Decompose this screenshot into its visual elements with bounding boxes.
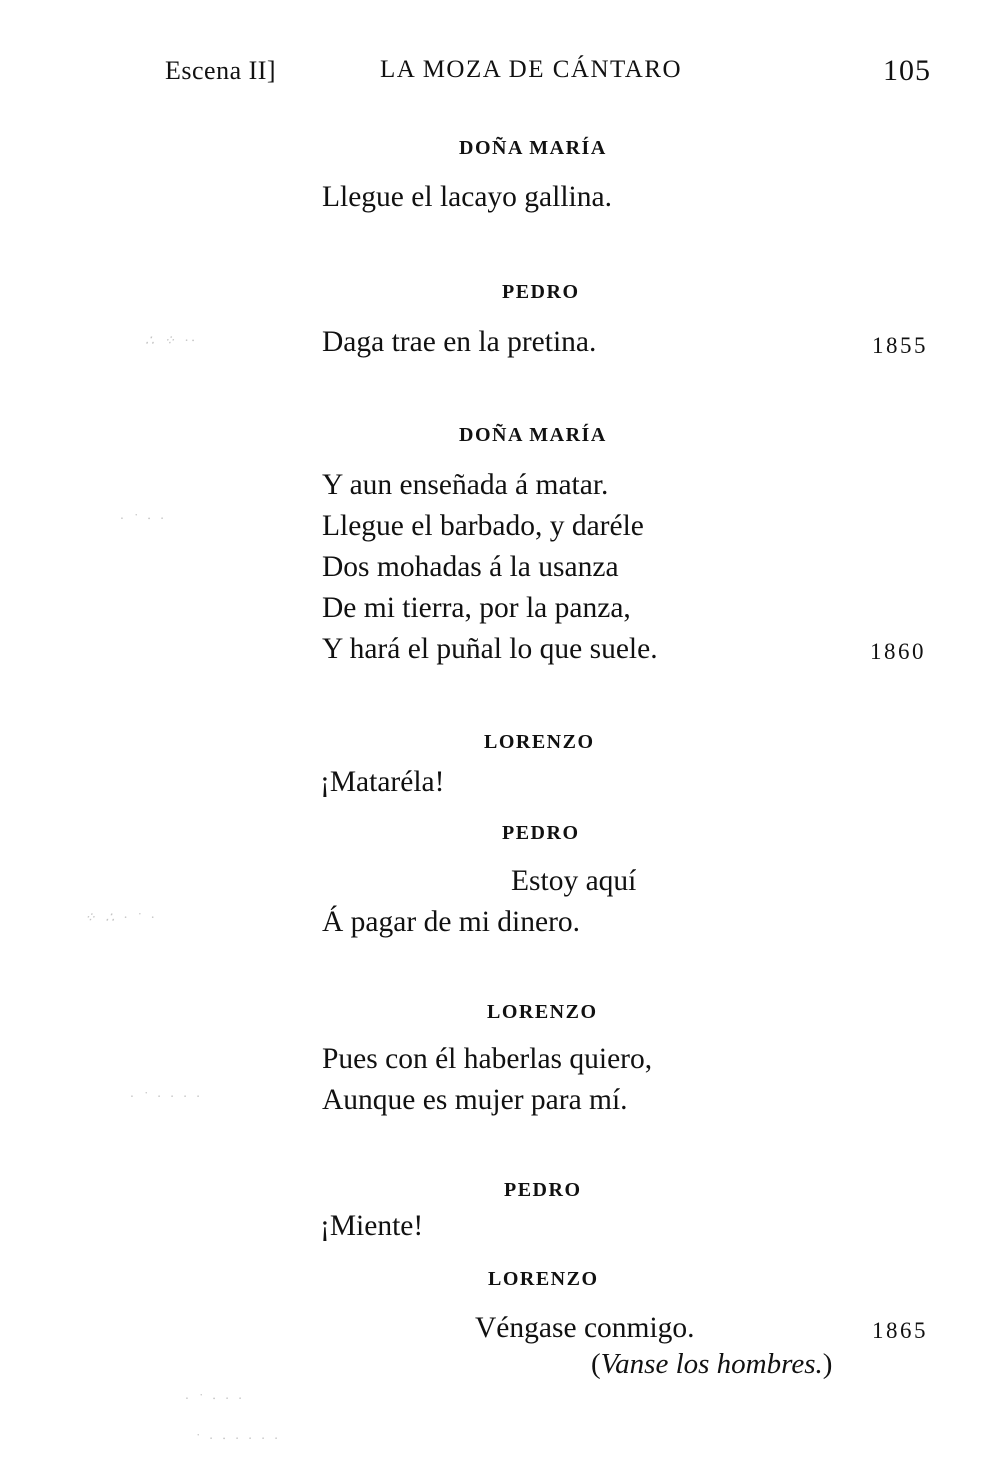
marginalia-speck: ˙ · ∙ · · · · <box>195 1432 281 1447</box>
stage-direction-close-paren: ) <box>822 1348 833 1380</box>
speaker-label: LORENZO <box>484 731 595 753</box>
verse-line: Dos mohadas á la usanza <box>322 551 619 583</box>
verse-line: Y hará el puñal lo que suele. <box>322 633 658 665</box>
verse-line: ¡Mataréla! <box>320 766 445 798</box>
verse-line: Daga trae en la pretina. <box>322 326 597 358</box>
verse-line: Llegue el lacayo gallina. <box>322 181 612 213</box>
running-head-scene: Escena II] <box>165 56 277 85</box>
verse-line: Llegue el barbado, y daréle <box>322 510 644 542</box>
verse-line: ¡Miente! <box>320 1210 424 1242</box>
speaker-label: LORENZO <box>488 1268 599 1290</box>
speaker-label: PEDRO <box>504 1179 582 1201</box>
marginalia-speck: ⁘ ∴ · ˙ · <box>84 911 158 926</box>
verse-line: Y aun enseñada á matar. <box>322 469 609 501</box>
marginalia-speck: · ˙ · · · · <box>130 1090 203 1105</box>
line-number: 1855 <box>872 333 928 358</box>
speaker-label: PEDRO <box>502 822 580 844</box>
verse-line: Aunque es mujer para mí. <box>322 1084 628 1116</box>
verse-line: De mi tierra, por la panza, <box>322 592 631 624</box>
verse-line: Á pagar de mi dinero. <box>322 906 581 938</box>
stage-direction-text: Vanse los hombres. <box>600 1348 823 1380</box>
running-head-title: LA MOZA DE CÁNTARO <box>380 56 683 83</box>
speaker-label: DOÑA MARÍA <box>459 137 607 159</box>
verse-line: Pues con él haberlas quiero, <box>322 1043 653 1075</box>
page-number: 105 <box>883 54 931 87</box>
marginalia-speck: · ˙ ∙ · · <box>185 1392 245 1407</box>
marginalia-speck: ∴ ⁘ ·∙ <box>145 334 198 349</box>
speaker-label: PEDRO <box>502 281 580 303</box>
stage-direction <box>591 1348 832 1381</box>
speaker-label: DOÑA MARÍA <box>459 424 607 446</box>
stage-direction-open-paren: ( <box>591 1348 601 1380</box>
speaker-label: LORENZO <box>487 1001 598 1023</box>
marginalia-speck: · ˙ ∙ · <box>120 512 167 527</box>
verse-line: Estoy aquí <box>511 865 637 897</box>
verse-line: Véngase conmigo. <box>475 1312 695 1344</box>
line-number: 1865 <box>872 1318 928 1343</box>
line-number: 1860 <box>870 639 926 664</box>
